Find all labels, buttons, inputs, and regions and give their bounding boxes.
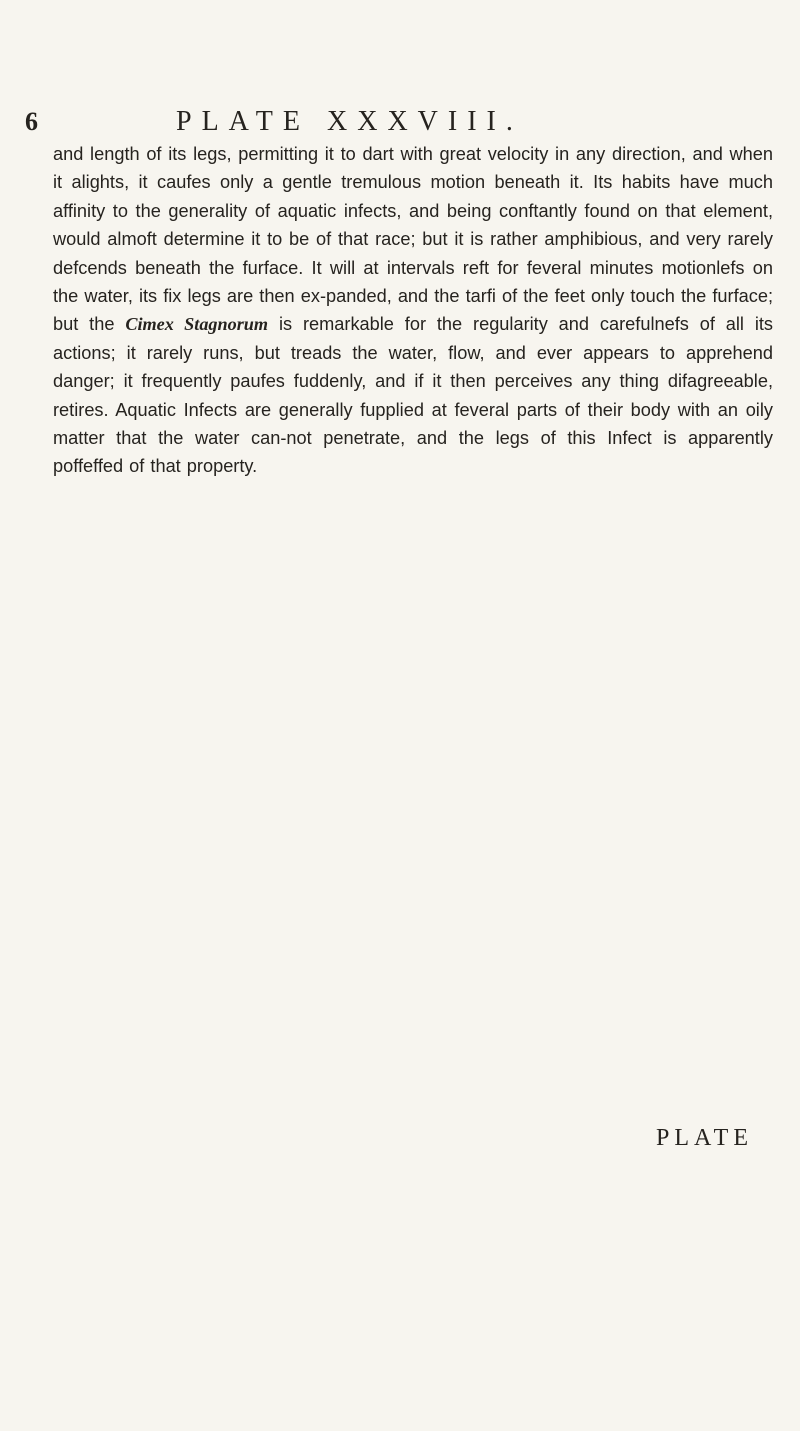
species-name: Cimex Stagnorum: [125, 314, 269, 335]
text-part-1: and length of its legs, permitting it to dart with great velocity in any direction, and when it alights, it caufes only a gentle tremulous motion beneath it. Its habits have much affinity to the generality of aquatic infects, and being conftantly found on that element, would almoft determine it to be of that race; but it is rather amphibious, and very rarely defcends beneath the furface. It will at intervals reft for feveral minutes motionlefs on the water, its fix legs are then ex-panded, and the tarfi of the feet only touch the furface; but the: [53, 144, 773, 335]
catchword: PLATE: [656, 1125, 753, 1151]
page-number: 6: [25, 107, 38, 136]
running-title: PLATE XXXVIII.: [176, 106, 523, 137]
body-paragraph: [53, 140, 773, 481]
paragraph: [53, 140, 773, 481]
text-part-2: is remarkable for the regularity and carefulnefs of all its actions; it rarely runs, but treads the water, flow, and ever appears to apprehend danger; it frequently paufes fuddenly, and if it then perceives any thing difagreeable, retires. Aquatic Infects are generally fupplied at feveral parts of their body with an oily matter that the water can-not penetrate, and the legs of this Infect is apparently poffeffed of that property.: [53, 314, 774, 477]
